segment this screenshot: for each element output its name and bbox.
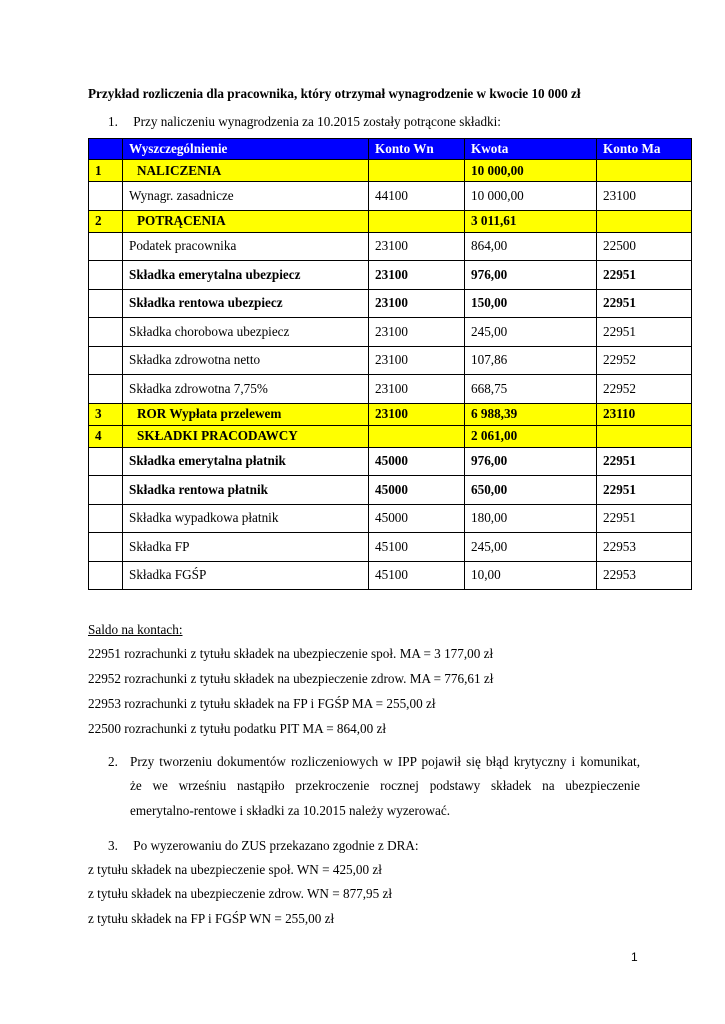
cell-konto-wn: 23100 [369,403,465,425]
cell-desc: Składka rentowa płatnik [123,476,369,505]
document-title: Przykład rozliczenia dla pracownika, który otrzymał wynagrodzenie w kwocie 10 000 zł [88,86,581,101]
item-2-line-2: że we wrześniu nastąpiło przekroczenie rocznej podstawy składek na ubezpieczenie [130,778,640,793]
table-header-row [89,139,692,160]
cell-lp [89,289,123,318]
cell-konto-wn [369,210,465,232]
cell-kwota: 2 061,00 [465,425,597,447]
cell-konto-ma: 23110 [597,403,692,425]
cell-kwota: 668,75 [465,375,597,404]
item-1 [108,114,501,130]
item-2 [108,754,130,770]
cell-konto-wn [369,160,465,182]
item-3-text: Po wyzerowaniu do ZUS przekazano zgodnie z DRA: [133,838,419,853]
header-konto-wn: Konto Wn [369,139,465,160]
table-row [89,561,692,590]
cell-konto-ma [597,425,692,447]
dra-line: z tytułu składek na FP i FGŚP WN = 255,00 zł [88,911,335,926]
cell-kwota: 864,00 [465,232,597,261]
cell-desc: NALICZENIA [123,160,369,182]
cell-kwota: 650,00 [465,476,597,505]
table-row [89,182,692,211]
cell-desc: Składka FGŚP [123,561,369,590]
table-row [89,210,692,232]
cell-kwota: 150,00 [465,289,597,318]
cell-kwota: 3 011,61 [465,210,597,232]
item-2-line-3: emerytalno-rentowe i składki za 10.2015 należy wyzerować. [130,803,451,818]
cell-konto-wn: 23100 [369,261,465,290]
cell-desc: Składka wypadkowa płatnik [123,504,369,533]
saldo-heading: Saldo na kontach: [88,622,183,637]
cell-kwota: 976,00 [465,447,597,476]
accounting-table [88,138,692,590]
cell-desc: POTRĄCENIA [123,210,369,232]
cell-konto-wn: 45100 [369,533,465,562]
cell-konto-ma: 22500 [597,232,692,261]
cell-lp [89,504,123,533]
cell-desc: Składka emerytalna płatnik [123,447,369,476]
cell-kwota: 10 000,00 [465,160,597,182]
cell-kwota: 6 988,39 [465,403,597,425]
cell-kwota: 180,00 [465,504,597,533]
cell-kwota: 10,00 [465,561,597,590]
cell-konto-wn: 45000 [369,504,465,533]
cell-desc: Składka zdrowotna netto [123,346,369,375]
cell-kwota: 976,00 [465,261,597,290]
cell-konto-wn: 23100 [369,318,465,347]
cell-desc: Składka zdrowotna 7,75% [123,375,369,404]
cell-konto-ma: 22951 [597,476,692,505]
table-row [89,447,692,476]
dra-line: z tytułu składek na ubezpieczenie zdrow. WN = 877,95 zł [88,886,393,901]
item-3 [108,838,419,854]
cell-konto-wn: 23100 [369,232,465,261]
cell-desc: Składka emerytalna ubezpiecz [123,261,369,290]
table-row [89,318,692,347]
dra-line: z tytułu składek na ubezpieczenie społ. WN = 425,00 zł [88,862,382,877]
balance-line: 22953 rozrachunki z tytułu składek na FP i FGŚP MA = 255,00 zł [88,696,436,711]
cell-lp [89,346,123,375]
cell-lp [89,476,123,505]
cell-lp [89,533,123,562]
table-row [89,375,692,404]
cell-lp: 1 [89,160,123,182]
cell-konto-wn: 23100 [369,346,465,375]
cell-lp [89,561,123,590]
cell-lp [89,182,123,211]
cell-lp: 3 [89,403,123,425]
cell-desc: Wynagr. zasadnicze [123,182,369,211]
item-1-text: Przy naliczeniu wynagrodzenia za 10.2015 zostały potrącone składki: [133,114,501,129]
cell-desc: Składka FP [123,533,369,562]
cell-konto-ma: 22953 [597,561,692,590]
header-lp [89,139,123,160]
cell-konto-ma [597,160,692,182]
cell-konto-ma: 23100 [597,182,692,211]
balance-line: 22951 rozrachunki z tytułu składek na ubezpieczenie społ. MA = 3 177,00 zł [88,646,494,661]
cell-lp [89,318,123,347]
table-row [89,533,692,562]
item-2-number: 2. [108,754,118,769]
table-row [89,289,692,318]
cell-lp: 4 [89,425,123,447]
cell-konto-wn: 45000 [369,447,465,476]
cell-lp [89,375,123,404]
cell-konto-ma: 22952 [597,346,692,375]
cell-kwota: 107,86 [465,346,597,375]
cell-konto-ma: 22951 [597,289,692,318]
item-3-number: 3. [108,838,118,853]
cell-konto-wn: 44100 [369,182,465,211]
table-row [89,160,692,182]
table-row [89,261,692,290]
cell-lp [89,261,123,290]
cell-konto-ma: 22951 [597,504,692,533]
table-row [89,504,692,533]
cell-konto-wn: 45000 [369,476,465,505]
cell-desc: Podatek pracownika [123,232,369,261]
header-konto-ma: Konto Ma [597,139,692,160]
cell-desc: Składka rentowa ubezpiecz [123,289,369,318]
table-row [89,232,692,261]
cell-konto-ma: 22952 [597,375,692,404]
cell-konto-ma [597,210,692,232]
table-body [89,160,692,590]
table-row [89,346,692,375]
cell-konto-ma: 22951 [597,447,692,476]
cell-lp [89,232,123,261]
item-1-number: 1. [108,114,118,129]
cell-konto-wn: 23100 [369,289,465,318]
cell-kwota: 245,00 [465,318,597,347]
cell-kwota: 10 000,00 [465,182,597,211]
cell-konto-wn: 45100 [369,561,465,590]
cell-konto-ma: 22951 [597,261,692,290]
cell-desc: ROR Wypłata przelewem [123,403,369,425]
table-row [89,476,692,505]
balance-line: 22500 rozrachunki z tytułu podatku PIT MA = 864,00 zł [88,721,387,736]
cell-konto-wn [369,425,465,447]
item-2-line-1: Przy tworzeniu dokumentów rozliczeniowych w IPP pojawił się błąd krytyczny i komunikat, [130,754,640,769]
cell-kwota: 245,00 [465,533,597,562]
cell-desc: Składka chorobowa ubezpiecz [123,318,369,347]
header-description: Wyszczególnienie [123,139,369,160]
header-kwota: Kwota [465,139,597,160]
cell-lp: 2 [89,210,123,232]
page-number: 1 [631,950,638,964]
cell-konto-wn: 23100 [369,375,465,404]
balance-line: 22952 rozrachunki z tytułu składek na ubezpieczenie zdrow. MA = 776,61 zł [88,671,494,686]
cell-konto-ma: 22953 [597,533,692,562]
table-row [89,403,692,425]
cell-desc: SKŁADKI PRACODAWCY [123,425,369,447]
cell-konto-ma: 22951 [597,318,692,347]
cell-lp [89,447,123,476]
table-row [89,425,692,447]
